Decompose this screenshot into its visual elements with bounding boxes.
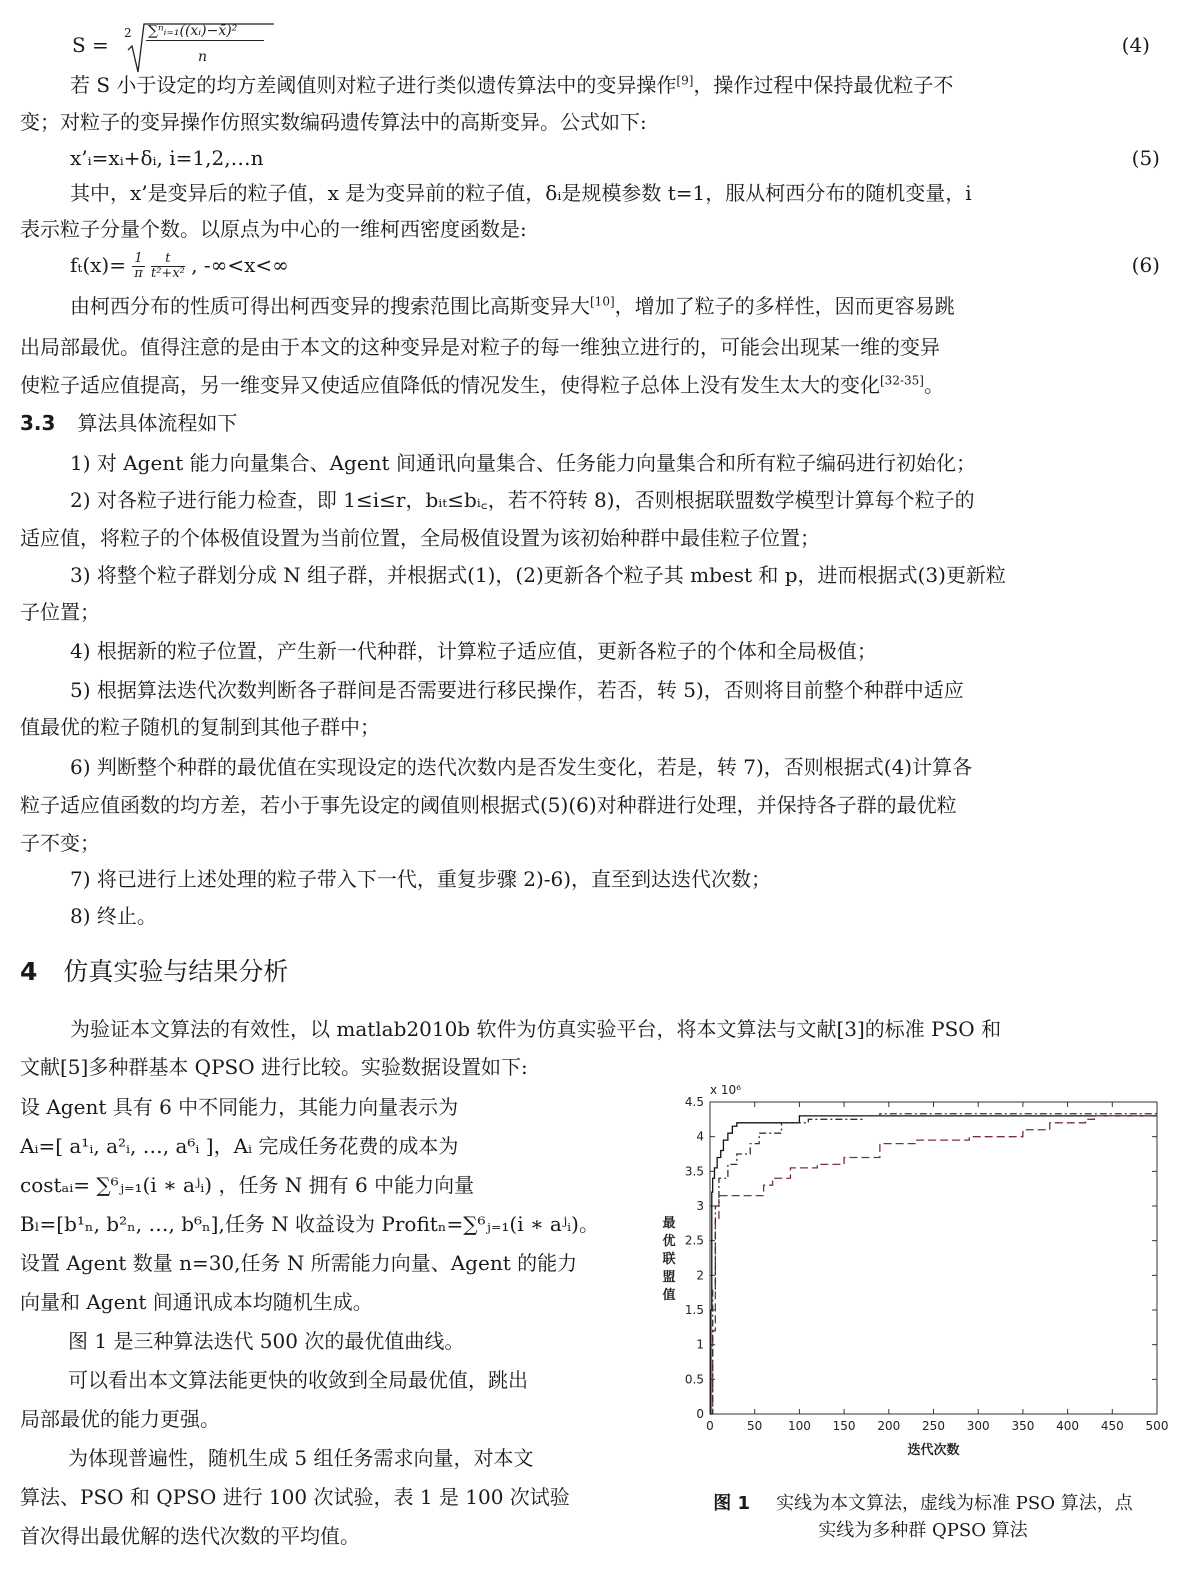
col-line-12: 首次得出最优解的迭代次数的平均值。 bbox=[20, 1524, 360, 1548]
x-tick-label: 400 bbox=[1056, 1419, 1080, 1433]
y-axis-label-char: 值 bbox=[662, 1288, 676, 1303]
x-tick-label: 350 bbox=[1011, 1419, 1035, 1433]
col-line-4: Bₗ=[b¹ₙ, b²ₙ, …, b⁶ₙ],任务 N 收益设为 Profitₙ=∑⁶ⱼ₌₁(i ∗ aʲᵢ)。 bbox=[20, 1212, 599, 1236]
section-4-heading: 4 仿真实验与结果分析 bbox=[20, 957, 289, 986]
y-multiplier: x 10⁶ bbox=[710, 1083, 741, 1097]
p1-line2: 变；对粒子的变异操作仿照实数编码遗传算法中的高斯变异。公式如下: bbox=[20, 110, 647, 134]
col-line-5: 设置 Agent 数量 n=30,任务 N 所需能力向量、Agent 的能力 bbox=[20, 1251, 578, 1275]
step-7: 7) 将已进行上述处理的粒子带入下一代，重复步骤 2)-6)，直至到达迭代次数； bbox=[70, 867, 772, 891]
p1-line1: 若 S 小于设定的均方差阈值则对粒子进行类似遗传算法中的变异操作[9]，操作过程中保持最优粒子不 bbox=[70, 73, 954, 97]
p4-line2: 文献[5]多种群基本 QPSO 进行比较。实验数据设置如下: bbox=[20, 1055, 528, 1079]
y-tick-label: 0 bbox=[696, 1407, 704, 1421]
y-tick-label: 2.5 bbox=[684, 1233, 704, 1248]
p3-line2: 出局部最优。值得注意的是由于本文的这种变异是对粒子的每一维独立进行的，可能会出现某一维的变异 bbox=[20, 335, 940, 359]
caption-line-1: 实线为本文算法，虚线为标准 PSO 算法，点 bbox=[776, 1493, 1133, 1514]
equation-4 bbox=[20, 14, 1180, 74]
p3-line1: 由柯西分布的性质可得出柯西变异的搜索范围比高斯变异大[10]，增加了粒子的多样性，因而更容易跳 bbox=[70, 294, 955, 318]
figure-1-caption bbox=[668, 1490, 1178, 1544]
section-3-3-heading: 3.3 算法具体流程如下 bbox=[20, 411, 238, 435]
p2-line2: 表示粒子分量个数。以原点为中心的一维柯西密度函数是: bbox=[20, 217, 527, 241]
caption-line-2: 实线为多种群 QPSO 算法 bbox=[818, 1520, 1028, 1541]
y-tick-label: 3 bbox=[696, 1199, 704, 1213]
left-column bbox=[20, 1088, 640, 1556]
col-line-11: 算法、PSO 和 QPSO 进行 100 次试验，表 1 是 100 次试验 bbox=[20, 1485, 570, 1509]
x-tick-label: 150 bbox=[832, 1419, 856, 1433]
col-line-7: 图 1 是三种算法迭代 500 次的最优值曲线。 bbox=[68, 1329, 465, 1353]
step-2-line1: 2) 对各粒子进行能力检查，即 1≤i≤r，bᵢₜ≤bᵢ꜀，若不符转 8)，否则根据联盟数学模型计算每个粒子的 bbox=[70, 488, 975, 512]
x-tick-label: 200 bbox=[877, 1419, 901, 1433]
x-tick-label: 0 bbox=[706, 1419, 714, 1433]
step-5-line1: 5) 根据算法迭代次数判断各子群间是否需要进行移民操作，若否，转 5)，否则将目前整个种群中适应 bbox=[70, 678, 964, 702]
y-tick-label: 4 bbox=[696, 1129, 704, 1144]
eq4-denominator: n bbox=[198, 49, 208, 65]
y-tick-label: 3.5 bbox=[684, 1164, 704, 1179]
step-4: 4) 根据新的粒子位置，产生新一代种群，计算粒子适应值，更新各粒子的个体和全局极值； bbox=[70, 639, 877, 663]
step-1: 1) 对 Agent 能力向量集合、Agent 间通讯向量集合、任务能力向量集合和所有粒子编码进行初始化； bbox=[70, 451, 976, 475]
step-2-line2: 适应值，将粒子的个体极值设置为当前位置，全局极值设置为该初始种群中最佳粒子位置； bbox=[20, 526, 820, 550]
eq4-number: (4) bbox=[1121, 33, 1150, 57]
y-axis-label-char: 盟 bbox=[662, 1270, 676, 1285]
y-tick-label: 2 bbox=[696, 1268, 704, 1283]
p2-line1: 其中，x’是变异后的粒子值，x 是为变异前的粒子值，δᵢ是规模参数 t=1，服从柯西分布的随机变量，i bbox=[70, 181, 972, 205]
col-line-10: 为体现普遍性，随机生成 5 组任务需求向量，对本文 bbox=[68, 1446, 534, 1470]
y-axis-label-char: 优 bbox=[662, 1234, 676, 1249]
col-line-8: 可以看出本文算法能更快的收敛到全局最优值，跳出 bbox=[68, 1368, 528, 1392]
p3-line3: 使粒子适应值提高，另一维变异又使适应值降低的情况发生，使得粒子总体上没有发生太大的变化[32-35]。 bbox=[20, 373, 944, 397]
x-tick-label: 450 bbox=[1100, 1419, 1124, 1433]
step-5-line2: 值最优的粒子随机的复制到其他子群中； bbox=[20, 715, 380, 739]
y-tick-label: 0.5 bbox=[684, 1372, 704, 1387]
equation-6: fₜ(x)= $\frac{1}{\pi}$ $\frac{t}{\text{t²+x²}}$ , -∞<x<∞ (6) bbox=[70, 251, 1160, 281]
x-tick-label: 500 bbox=[1145, 1419, 1169, 1433]
step-6-line1: 6) 判断整个种群的最优值在实现设定的迭代次数内是否发生变化，若是，转 7)，否则根据式(4)计算各 bbox=[70, 755, 973, 779]
eq4-lhs: S = bbox=[72, 33, 109, 57]
y-tick-label: 4.5 bbox=[684, 1095, 704, 1109]
col-line-6: 向量和 Agent 间通讯成本均随机生成。 bbox=[20, 1290, 373, 1314]
p4-line1: 为验证本文算法的有效性，以 matlab2010b 软件为仿真实验平台，将本文算法与文献[3]的标准 PSO 和 bbox=[70, 1017, 1002, 1041]
x-tick-label: 250 bbox=[922, 1419, 945, 1433]
eq4-numerator: ∑ⁿᵢ₌₁((xᵢ)−x̄)² bbox=[148, 23, 238, 39]
col-line-2: Aᵢ=[ a¹ᵢ, a²ᵢ, …, a⁶ᵢ ]，Aᵢ 完成任务花费的成本为 bbox=[20, 1134, 459, 1158]
step-6-line2: 粒子适应值函数的均方差，若小于事先设定的阈值则根据式(5)(6)对种群进行处理，并保持各子群的最优粒 bbox=[20, 793, 957, 817]
y-tick-label: 1.5 bbox=[684, 1303, 704, 1317]
y-axis-label-char: 联 bbox=[662, 1252, 676, 1267]
x-tick-label: 300 bbox=[966, 1419, 990, 1433]
figure-1-chart bbox=[650, 1072, 1180, 1482]
plot-frame bbox=[710, 1102, 1157, 1414]
y-tick-label: 1 bbox=[696, 1337, 704, 1352]
col-line-3: costₐᵢ= ∑⁶ⱼ₌₁(i ∗ aʲᵢ) ，任务 N 拥有 6 中能力向量 bbox=[20, 1173, 475, 1197]
equation-5: x’ᵢ=xᵢ+δᵢ, i=1,2,…n (5) bbox=[70, 146, 1160, 170]
col-line-9: 局部最优的能力更强。 bbox=[20, 1407, 220, 1431]
col-line-1: 设 Agent 具有 6 中不同能力，其能力向量表示为 bbox=[20, 1095, 459, 1119]
x-tick-label: 50 bbox=[747, 1419, 763, 1433]
step-3-line1: 3) 将整个粒子群划分成 N 组子群，并根据式(1)，(2)更新各个粒子其 mbest 和 p，进而根据式(3)更新粒 bbox=[70, 563, 1006, 587]
step-8: 8) 终止。 bbox=[70, 904, 157, 928]
eq4-radical: 2 bbox=[124, 26, 132, 40]
x-tick-label: 100 bbox=[787, 1419, 811, 1433]
x-axis-label: 迭代次数 bbox=[907, 1443, 960, 1458]
step-3-line2: 子位置； bbox=[20, 600, 100, 624]
figure-label: 图 1 bbox=[713, 1493, 751, 1514]
y-axis-label-char: 最 bbox=[662, 1216, 676, 1231]
step-6-line3: 子不变； bbox=[20, 831, 100, 855]
